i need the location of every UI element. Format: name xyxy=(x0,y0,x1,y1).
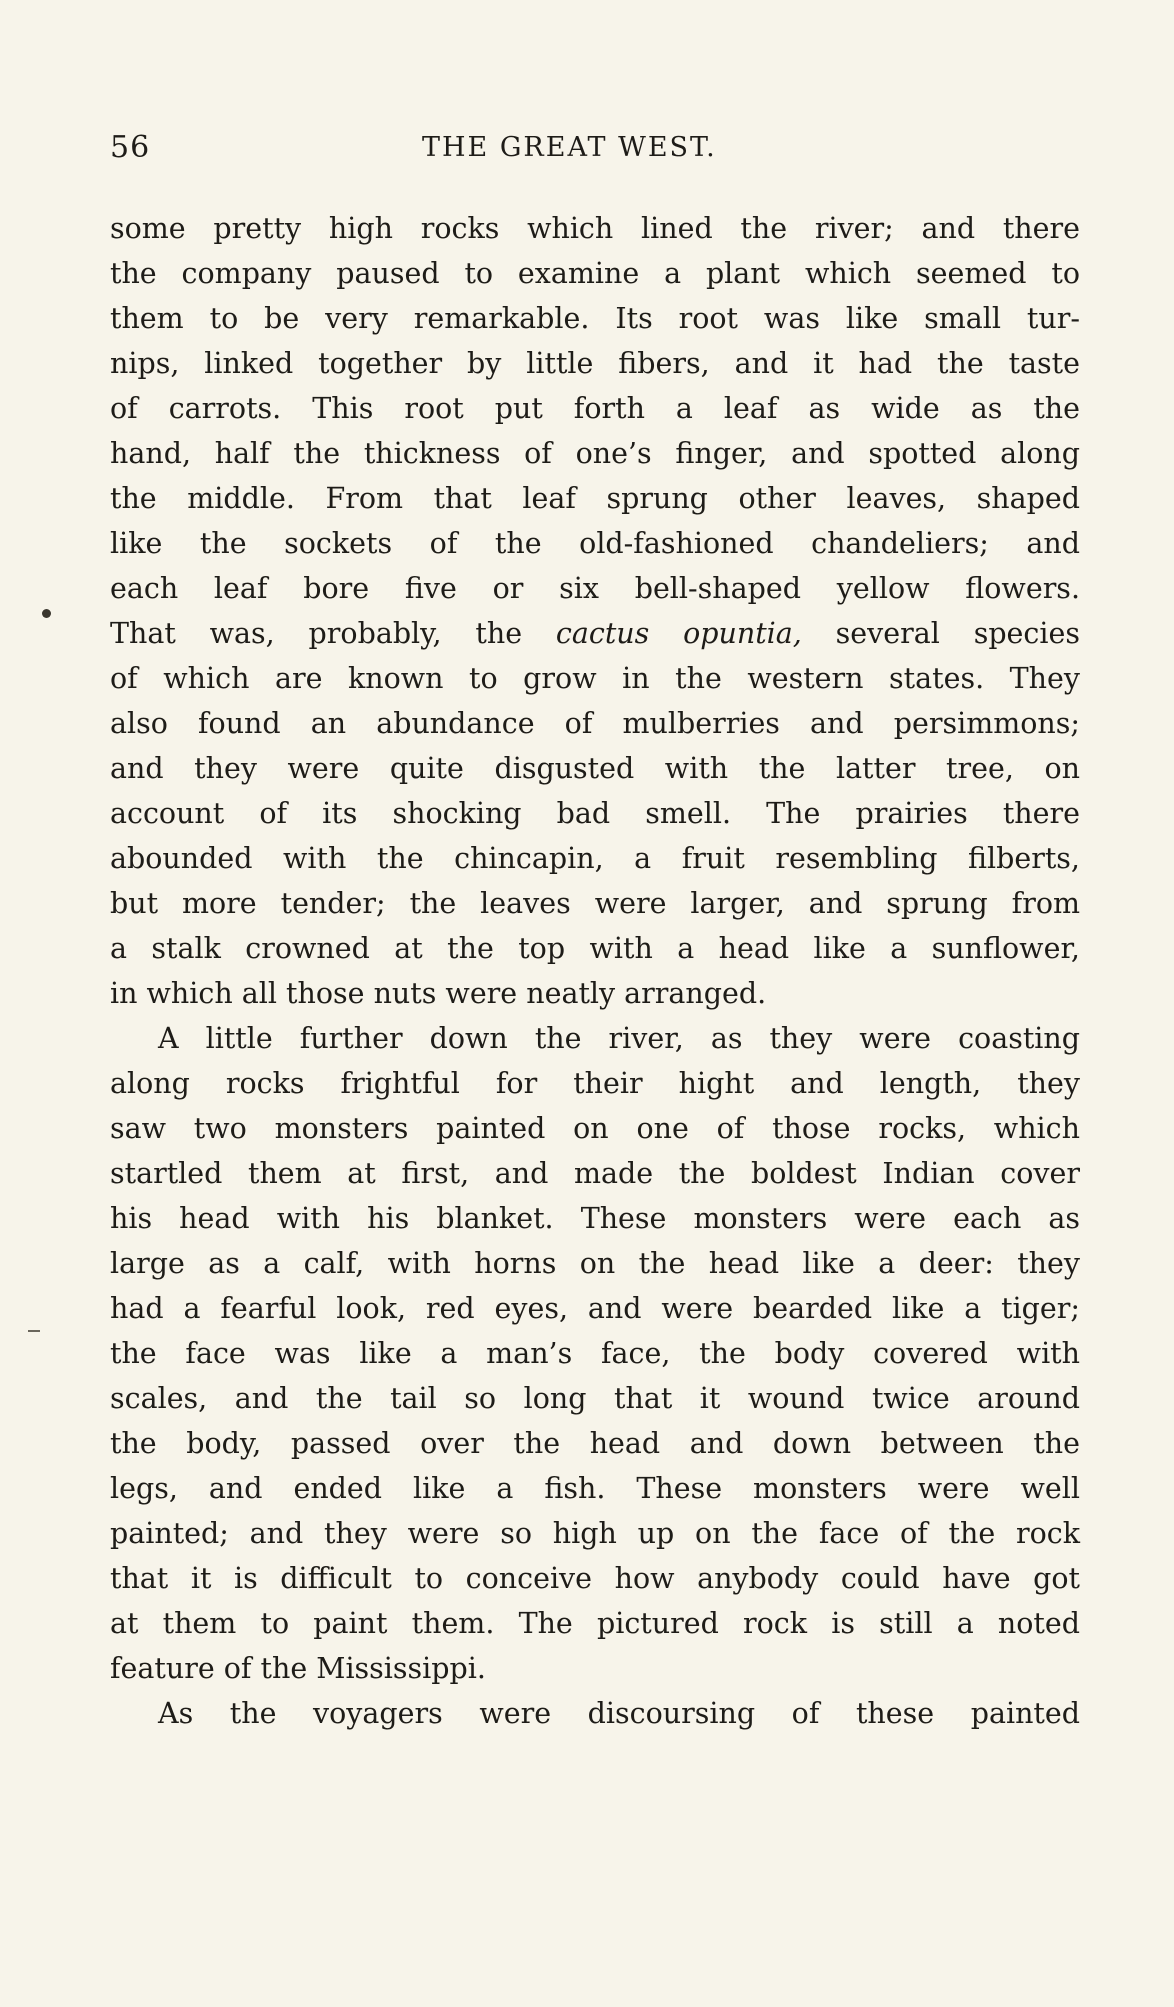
text-line: each leaf bore five or six bell-shaped yellow flowers. xyxy=(110,572,1080,605)
text-line: A little further down the river, as they were coasting xyxy=(158,1022,1080,1055)
text-line: and they were quite disgusted with the latter tree, on xyxy=(110,752,1080,785)
text-line: legs, and ended like a fish. These monsters were well xyxy=(110,1472,1080,1505)
page-number: 56 xyxy=(110,130,151,165)
text-line: feature of the Mississippi. xyxy=(110,1652,486,1685)
text-line: along rocks frightful for their hight and length, they xyxy=(110,1067,1080,1100)
text-line: but more tender; the leaves were larger, and sprung from xyxy=(110,887,1080,920)
text-line: in which all those nuts were neatly arranged. xyxy=(110,977,767,1010)
text-line: the face was like a man’s face, the body covered with xyxy=(110,1337,1080,1370)
text-segment: several species xyxy=(801,617,1080,650)
text-line: the middle. From that leaf sprung other leaves, shaped xyxy=(110,482,1080,515)
text-line: of carrots. This root put forth a leaf as wide as the xyxy=(110,392,1080,425)
running-head: THE GREAT WEST. xyxy=(422,132,717,163)
text-line: account of its shocking bad smell. The prairies there xyxy=(110,797,1080,830)
text-line: also found an abundance of mulberries and persimmons; xyxy=(110,707,1080,740)
text-line: had a fearful look, red eyes, and were bearded like a tiger; xyxy=(110,1292,1080,1325)
text-line: at them to paint them. The pictured rock is still a noted xyxy=(110,1607,1080,1640)
text-line: his head with his blanket. These monsters were each as xyxy=(110,1202,1080,1235)
text-line: hand, half the thickness of one’s finger, and spotted along xyxy=(110,437,1080,470)
text-line: saw two monsters painted on one of those rocks, which xyxy=(110,1112,1080,1145)
text-line: of which are known to grow in the western states. They xyxy=(110,662,1080,695)
page-header xyxy=(110,128,1090,168)
text-line: a stalk crowned at the top with a head like a sunflower, xyxy=(110,932,1080,965)
text-line: like the sockets of the old-fashioned chandeliers; and xyxy=(110,527,1080,560)
text-segment: That was, probably, the xyxy=(110,617,556,650)
text-line: painted; and they were so high up on the face of the rock xyxy=(110,1517,1080,1550)
text-line: the body, passed over the head and down between the xyxy=(110,1427,1080,1460)
text-line: them to be very remarkable. Its root was like small tur- xyxy=(110,302,1080,335)
text-line: large as a calf, with horns on the head like a deer: they xyxy=(110,1247,1080,1280)
margin-mark xyxy=(42,609,51,618)
text-line: abounded with the chincapin, a fruit resembling filberts, xyxy=(110,842,1080,875)
text-line: As the voyagers were discoursing of these painted xyxy=(158,1697,1080,1730)
body-text xyxy=(110,206,1080,1736)
text-line: nips, linked together by little fibers, and it had the taste xyxy=(110,347,1080,380)
text-line: some pretty high rocks which lined the river; and there xyxy=(110,212,1080,245)
text-line: startled them at first, and made the boldest Indian cover xyxy=(110,1157,1080,1190)
margin-dash xyxy=(28,1330,40,1332)
text-line: that it is difficult to conceive how anybody could have got xyxy=(110,1562,1080,1595)
text-line-with-italic xyxy=(110,611,1080,656)
text-line: the company paused to examine a plant which seemed to xyxy=(110,257,1080,290)
italic-term: cactus opuntia, xyxy=(555,617,802,650)
text-line: scales, and the tail so long that it wound twice around xyxy=(110,1382,1080,1415)
